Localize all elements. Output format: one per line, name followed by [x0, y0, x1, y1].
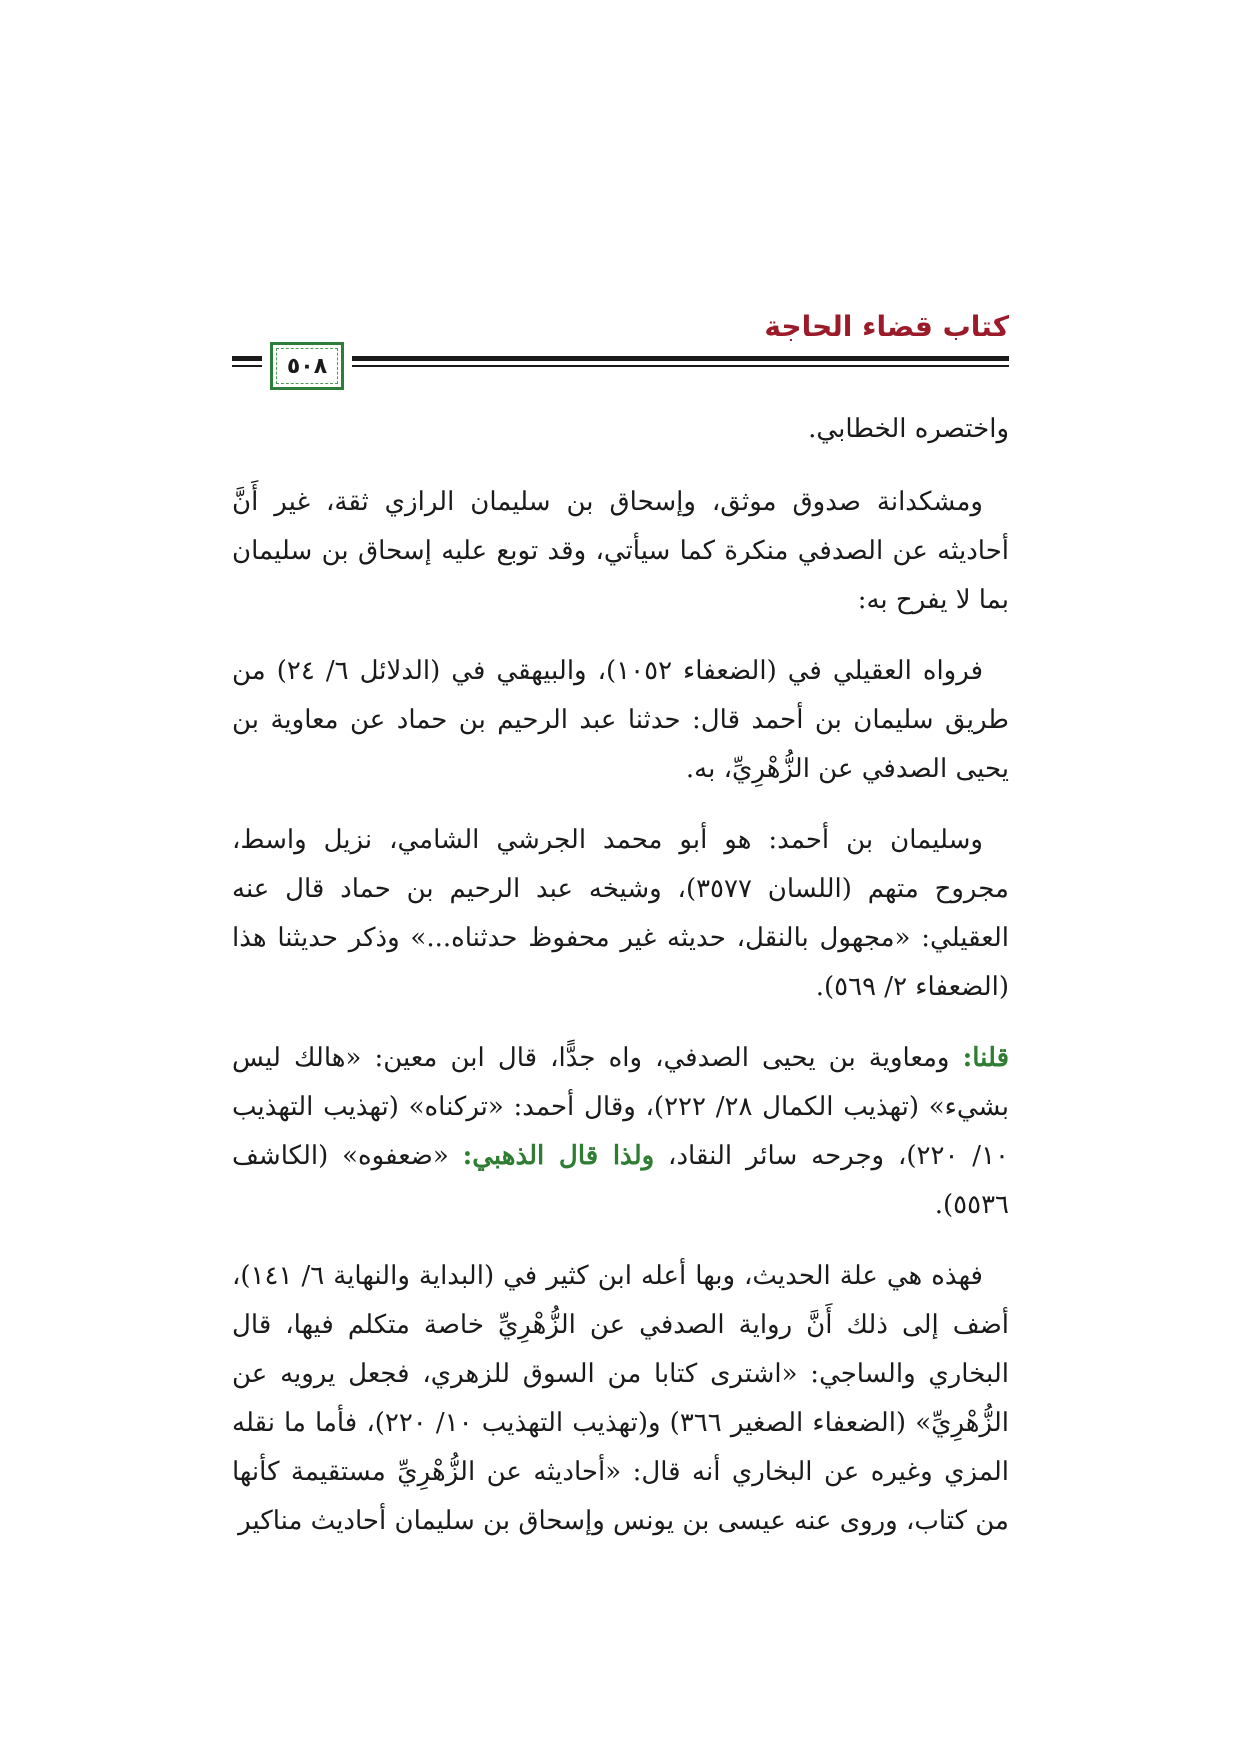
page-number: ٥٠٨	[286, 353, 328, 379]
qulna-label: قلنا:	[962, 1043, 1009, 1073]
running-title: كتاب قضاء الحاجة	[764, 310, 1009, 343]
paragraph-1: واختصره الخطابي.	[808, 414, 1009, 444]
page-number-badge	[270, 342, 344, 390]
dhahabi-label: ولذا قال الذهبي:	[462, 1141, 655, 1171]
paragraph-5	[232, 1034, 1009, 1230]
paragraph-6: فهذه هي علة الحديث، وبها أعله ابن كثير في (البداية والنهاية ٦/ ١٤١)، أضف إلى ذلك أَنَّ رواية الصدفي عن الزُّهْرِيِّ خاصة متكلم فيها، قال البخاري والساجي: «اشترى كتابا من السوق للزهري، فجعل يرويه عن الزُّهْرِيِّ» (الضعفاء الصغير ٣٦٦) و(تهذيب التهذيب ١٠/ ٢٢٠)، فأما ما نقله المزي وغيره عن البخاري أنه قال: «أحاديثه عن الزُّهْرِيِّ مستقيمة كأنها من كتاب، وروى عنه عيسى بن يونس وإسحاق بن سليمان أحاديث مناكير	[232, 1261, 1009, 1536]
page-header	[232, 310, 1009, 392]
paragraph-2: ومشكدانة صدوق موثق، وإسحاق بن سليمان الرازي ثقة، غير أَنَّ أحاديثه عن الصدفي منكرة كما سيأتي، وقد توبع عليه إسحاق بن سليمان بما لا يفرح به:	[232, 487, 1009, 615]
paragraph-5-part-b: «ضعفوه» (الكاشف ٥٥٣٦).	[232, 1141, 1009, 1220]
main-text	[232, 405, 1009, 1568]
paragraph-4: وسليمان بن أحمد: هو أبو محمد الجرشي الشامي، نزيل واسط، مجروح متهم (اللسان ٣٥٧٧)، وشيخه عبد الرحيم بن حماد قال عنه العقيلي: «مجهول بالنقل، حديثه غير محفوظ حدثناه...» وذكر حديثنا هذا (الضعفاء ٢/ ٥٦٩).	[232, 825, 1009, 1002]
paragraph-5-part-a: ومعاوية بن يحيى الصدفي، واه جدًّا، قال ابن معين: «هالك ليس بشيء» (تهذيب الكمال ٢٨/ ٢٢٢)، وقال أحمد: «تركناه» (تهذيب التهذيب ١٠/ ٢٢٠)، وجرحه سائر النقاد،	[232, 1043, 1009, 1171]
paragraph-3: فرواه العقيلي في (الضعفاء ١٠٥٢)، والبيهقي في (الدلائل ٦/ ٢٤) من طريق سليمان بن أحمد قال: حدثنا عبد الرحيم بن حماد عن معاوية بن يحيى الصدفي عن الزُّهْرِيِّ، به.	[232, 656, 1009, 784]
